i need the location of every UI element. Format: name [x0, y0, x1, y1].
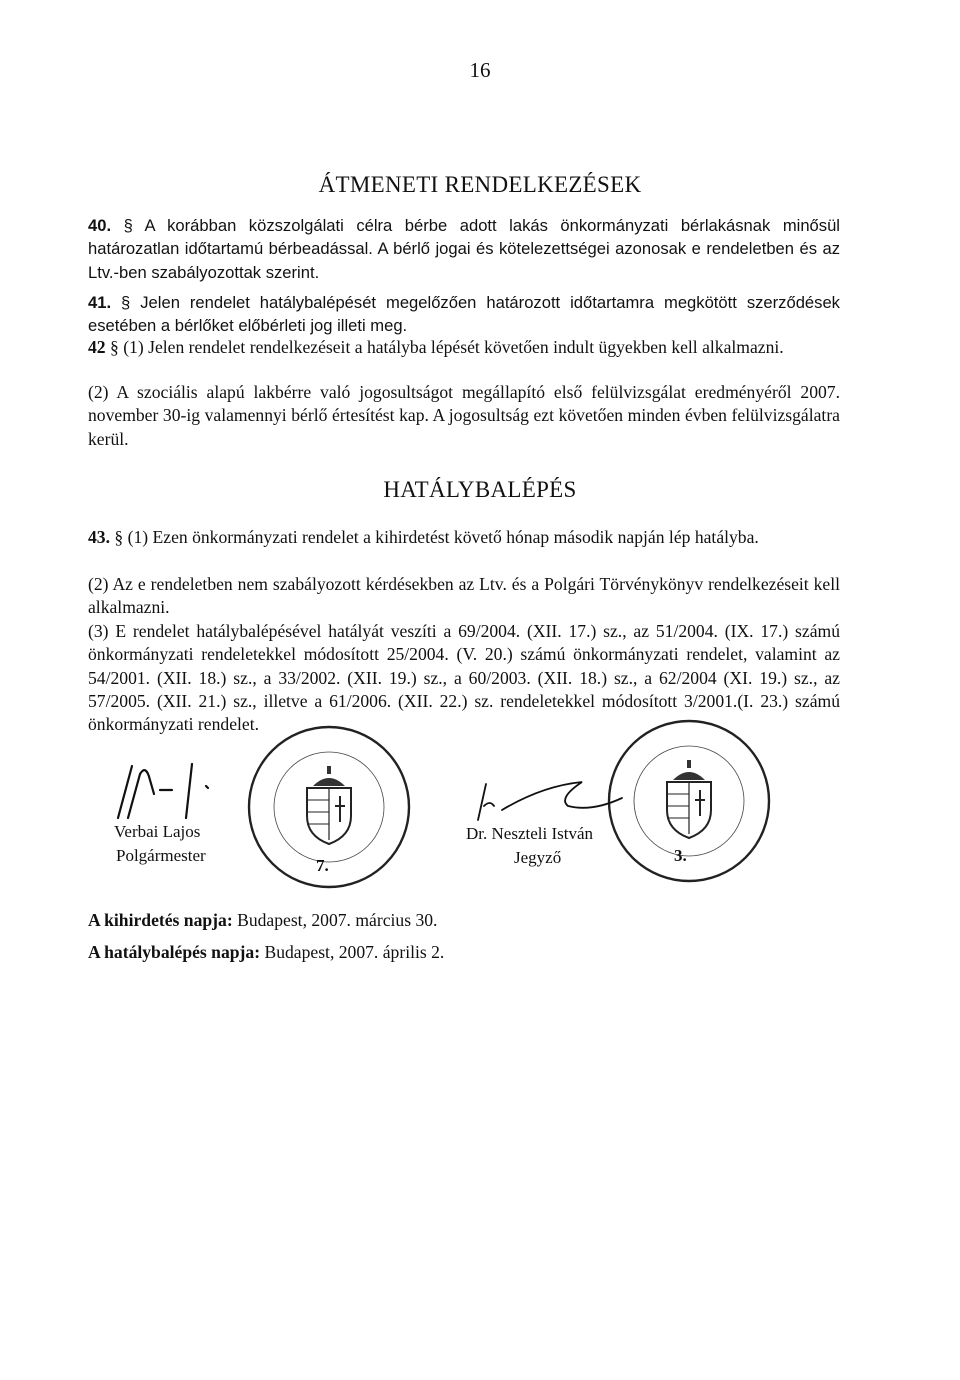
paragraph-43-3: (3) E rendelet hatálybalépésével hatályát veszíti a 69/2004. (XII. 17.) sz., az 51/2004. (IX. 17.) számú önkormányzati rendeletekkel módosított 25/2004. (V. 20.) számú önkormányzati rendelet, valamint az 54/2001. (XII. 18.) sz., a 33/2002. (XII. 19.) sz., a 60/2003. (XII. 18.) sz., a 62/2004 (XI. 19.) sz., az 57/2005. (XII. 21.) sz., illetve a 61/2006. (XII. 22.) sz. rendeletekkel módosított 3/2001.(I. 23.) számú önkormányzati rendelet. [88, 621, 840, 735]
paragraph-number: 40. [88, 216, 112, 235]
section-sign: § [114, 527, 124, 547]
paragraph-number: 43. [88, 527, 110, 547]
promulgation-value: Budapest, 2007. március 30. [237, 910, 438, 930]
paragraph-43-2: (2) Az e rendeletben nem szabályozott kérdésekben az Ltv. és a Polgári Törvénykönyv rendelkezéseit kell alkalmazni. [88, 574, 840, 618]
promulgation-label: A kihirdetés napja: [88, 910, 233, 930]
mayor-stamp-number: 7. [316, 856, 329, 875]
paragraph-text: (1) Ezen önkormányzati rendelet a kihirdetést követő hónap második napján lép hatályba. [127, 527, 759, 547]
paragraph-42 [88, 336, 840, 359]
section-title-transitional: ÁTMENETI RENDELKEZÉSEK [318, 172, 642, 197]
notary-signature [472, 776, 642, 824]
paragraph-text: Jelen rendelet hatálybalépését megelőzően határozott időtartamra megkötött szerződések esetében a bérlőket előbérleti jog illeti meg. [88, 293, 840, 336]
coat-of-arms-icon [667, 760, 711, 838]
paragraph-43 [88, 526, 840, 549]
effective-value: Budapest, 2007. április 2. [264, 942, 445, 962]
promulgation-date [88, 910, 437, 931]
page-number: 16 [469, 58, 491, 82]
paragraph-text: A korábban közszolgálati célra bérbe adott lakás önkormányzati bérlakásnak minősül határozatlan időtartamú bérbeadással. A bérlő jogai és kötelezettségei azonosak e rendeletben és az Ltv.-ben szabályozottak szerint. [88, 216, 840, 282]
effective-label: A hatálybalépés napja: [88, 942, 261, 962]
notary-stamp-number: 3. [674, 846, 687, 865]
section-sign: § [123, 216, 133, 235]
paragraph-40 [88, 214, 840, 284]
effective-date [88, 942, 444, 963]
mayor-name: Verbai Lajos [114, 822, 201, 841]
section-sign: § [121, 293, 131, 312]
section-title-entry-into-force: HATÁLYBALÉPÉS [383, 477, 577, 502]
paragraph-number: 42 [88, 337, 106, 357]
mayor-signature [110, 760, 250, 820]
paragraph-number: 41. [88, 293, 112, 312]
mayor-signature-block [114, 820, 206, 868]
paragraph-41 [88, 291, 840, 338]
paragraph-42-2: (2) A szociális alapú lakbérre való jogosultságot megállapító első felülvizsgálat eredményéről 2007. november 30-ig valamennyi bérlő értesítést kap. A jogosultság ezt követően minden évben felülvizsgálatra kerül. [88, 382, 840, 449]
notary-name: Dr. Neszteli István [466, 824, 593, 843]
mayor-title: Polgármester [116, 846, 206, 865]
notary-title: Jegyző [514, 848, 562, 867]
paragraph-text: (1) Jelen rendelet rendelkezéseit a hatályba lépését követően indult ügyekben kell alkalmazni. [123, 337, 784, 357]
section-sign: § [110, 337, 119, 357]
coat-of-arms-icon [307, 766, 351, 844]
notary-signature-block [466, 822, 593, 870]
mayor-stamp [244, 722, 414, 892]
